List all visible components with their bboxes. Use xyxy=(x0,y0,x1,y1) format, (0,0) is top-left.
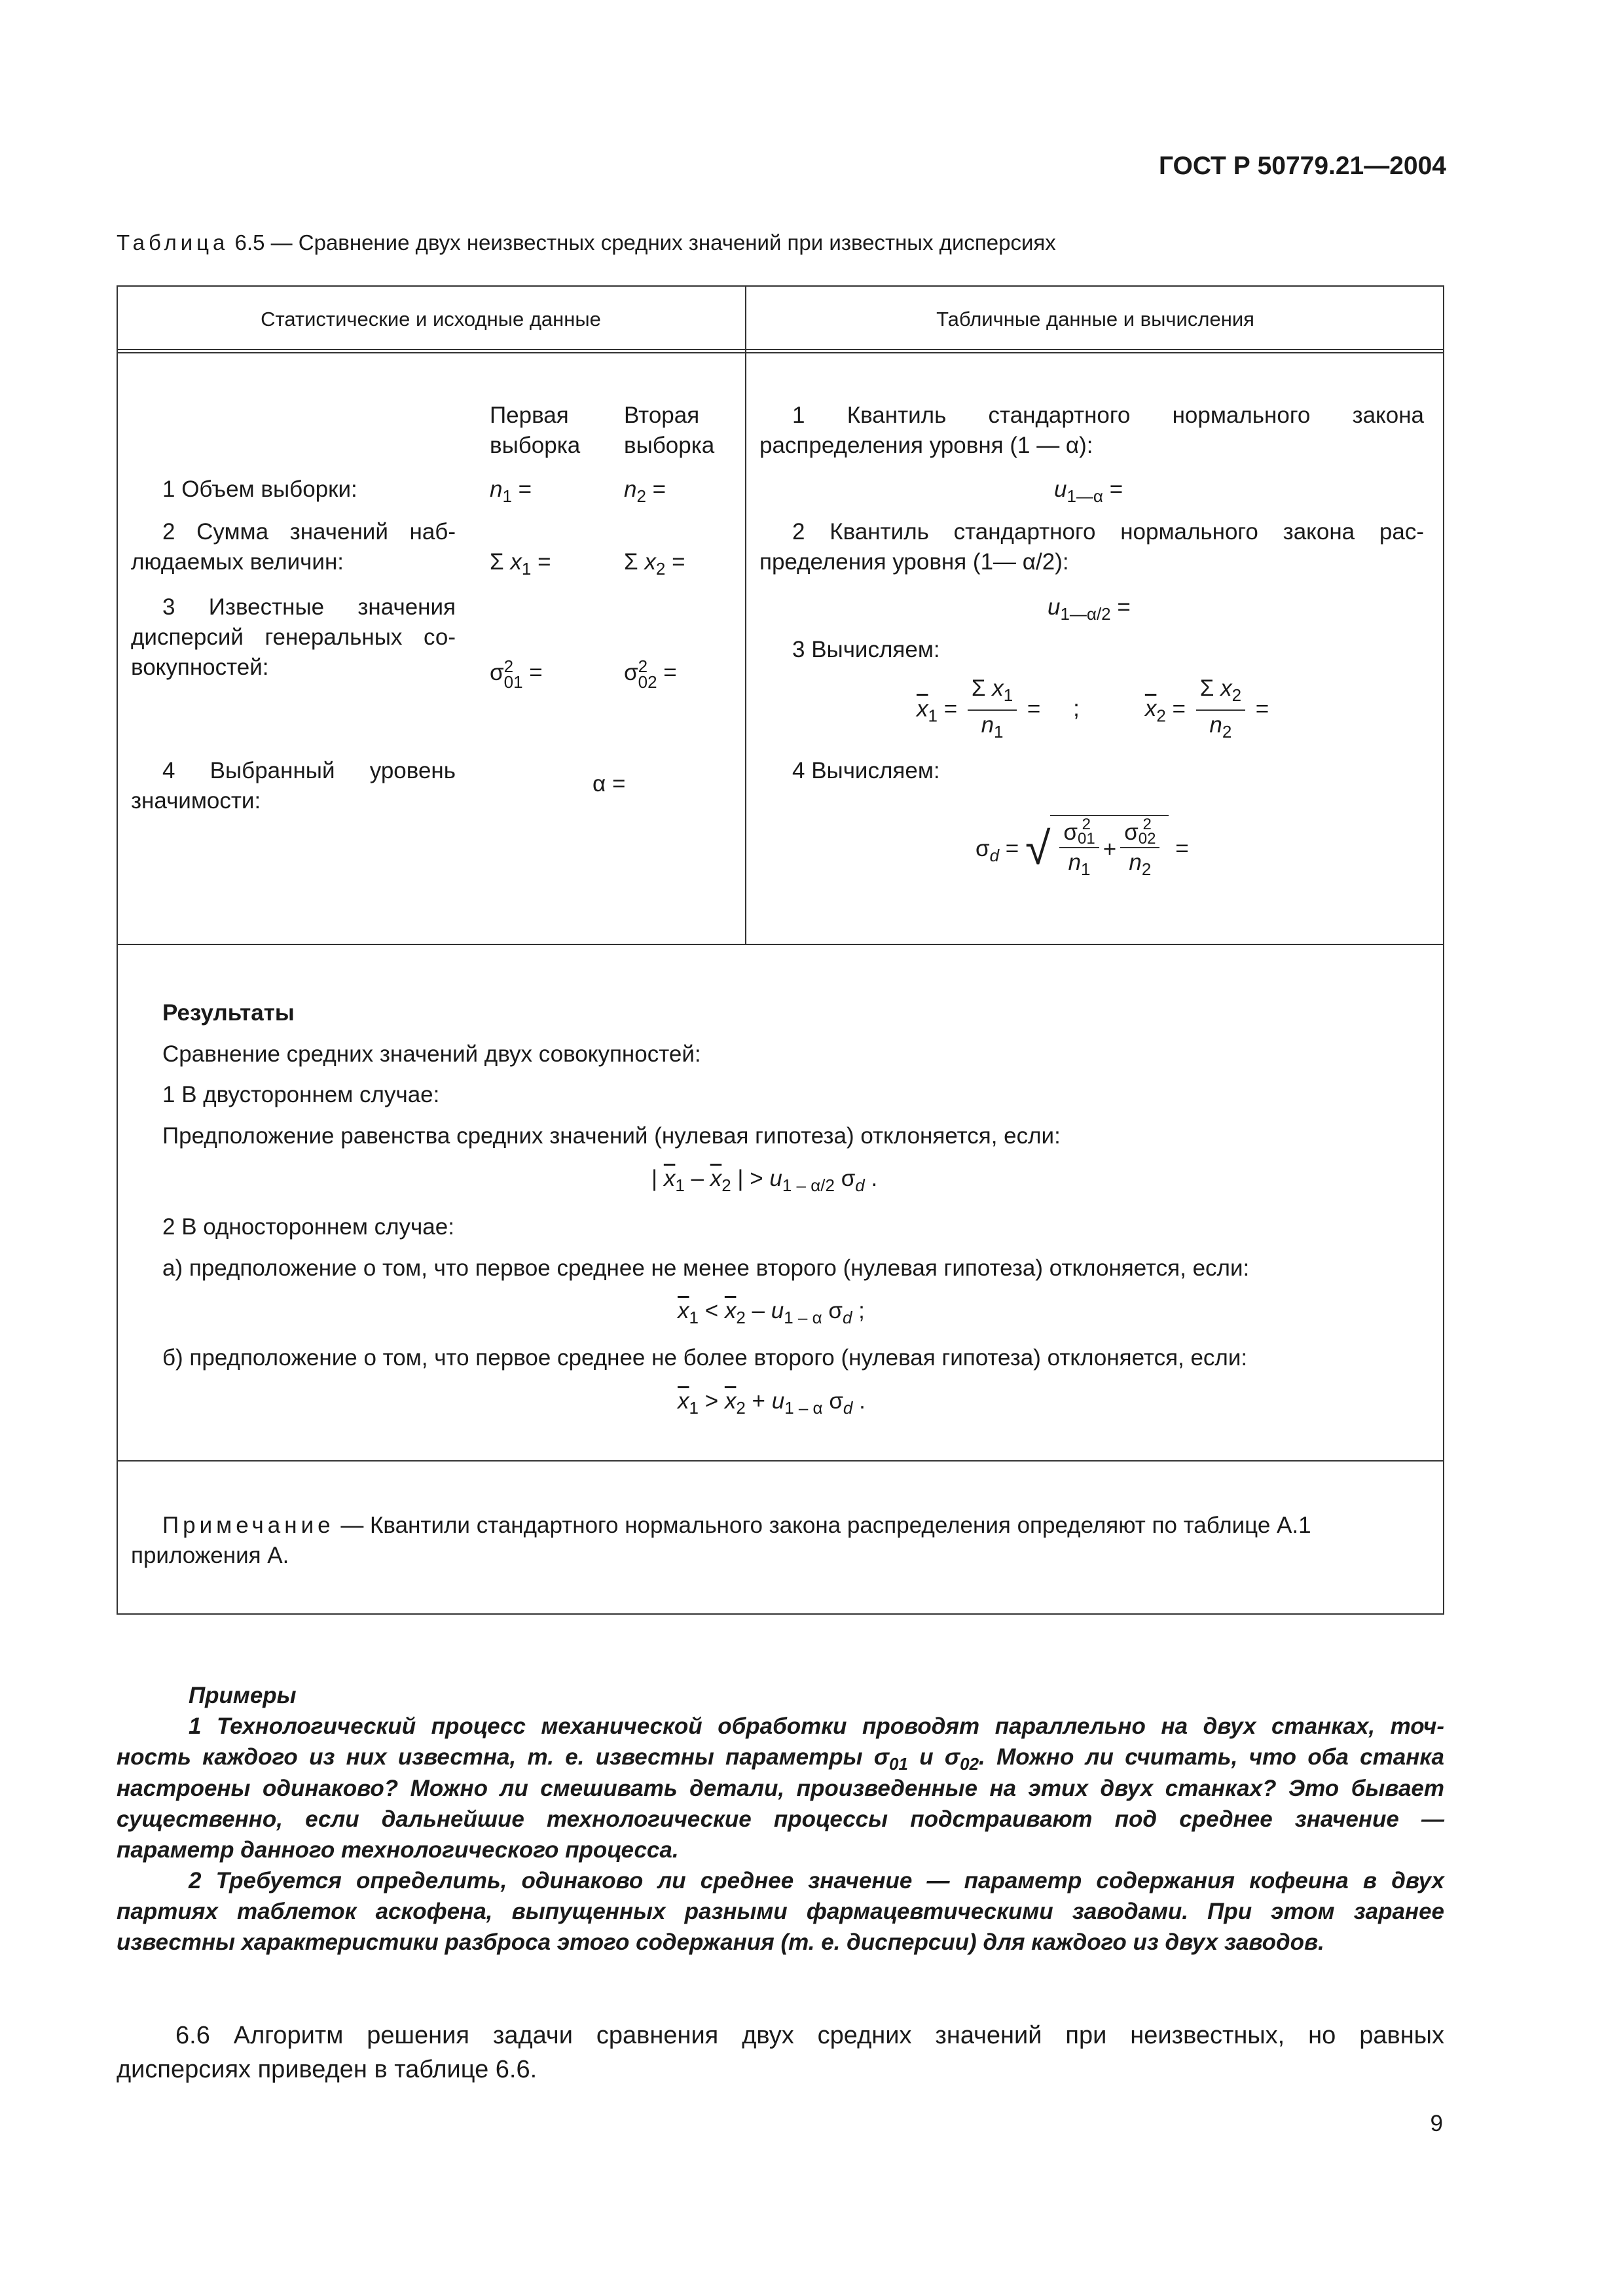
n2-symbol: n xyxy=(624,476,637,502)
n1-sub: 1 xyxy=(502,486,512,506)
u-symbol: u xyxy=(1048,594,1061,620)
note-label: Примечание xyxy=(162,1513,335,1538)
row4-label-l1: 4 Выбранный уровень xyxy=(162,758,456,783)
row1-value2: $n_2$ = xyxy=(624,476,666,506)
item3: 3 Вычисляем: xyxy=(792,637,940,662)
item2-l1: 2 Квантиль стандартного нормального закона рас- xyxy=(792,519,1424,545)
page-number: 9 xyxy=(1430,2111,1443,2136)
header-divider-2 xyxy=(117,352,1444,353)
example1-l2b: и σ xyxy=(907,1744,960,1770)
row2-label-l1: 2 Сумма значений наб- xyxy=(162,519,456,545)
one-sided-formula-b: $\overline{x}_1 > \overline{x}_2 + u_{1 - \alpha}$ $\sigma_d$ . xyxy=(678,1388,866,1418)
u1a-value: $u_{1—\alpha}$ = xyxy=(1054,476,1123,506)
one-sided-formula-a: $\overline{x}_1 < \overline{x}_2 - u_{1 - \alpha}$ $\sigma_d$ ; xyxy=(678,1298,865,1327)
row2-value1: Σ $x_1$ = xyxy=(490,549,551,579)
x1-symbol: x xyxy=(510,549,522,575)
item4: 4 Вычисляем: xyxy=(792,758,940,783)
column-divider xyxy=(745,285,746,944)
standard-code: ГОСТ Р 50779.21—2004 xyxy=(1158,152,1446,180)
row2-label-l2: людаемых величин: xyxy=(131,549,344,575)
row3-label-l2: дисперсий генеральных со- xyxy=(131,624,456,650)
example1-l4: существенно, если дальнейшие технологические процессы подстраивают под среднее значение — xyxy=(117,1806,1444,1832)
sample2-header xyxy=(624,401,714,461)
example1-l5: параметр данного технологического процесса. xyxy=(117,1837,679,1863)
sqrt-icon: √ xyxy=(1025,822,1051,874)
example1-l1: 1 Технологический процесс механической обработки проводят параллельно на двух станках, точ- xyxy=(189,1713,1444,1739)
table-caption xyxy=(117,230,1056,255)
example2-l3: известны характеристики разброса этого содержания (т. е. дисперсии) для каждого из двух заводов. xyxy=(117,1929,1324,1955)
sample1-header-l1: Первая xyxy=(490,403,569,428)
results-line2: 1 В двустороннем случае: xyxy=(162,1082,440,1107)
row1-value1: $n_1$ = xyxy=(490,476,532,506)
example1-sub1: 01 xyxy=(888,1754,908,1774)
item2-l2: пределения уровня (1— α/2): xyxy=(759,549,1069,575)
example1-l2a: ность каждого из них известна, т. е. известны параметры σ xyxy=(117,1744,889,1770)
u-symbol: u xyxy=(1054,476,1067,502)
sigma-d-formula: $\sigma_d$ = √ σ 2 01 $n_1$ + σ 2 02 $n_2$ = xyxy=(976,815,1189,885)
example2-l2: партиях таблеток аскофена, выпущенных разными фармацевтическими заводами. При этом заранее xyxy=(117,1899,1444,1924)
sample2-header-l1: Вторая xyxy=(624,403,700,428)
examples-title: Примеры xyxy=(189,1683,297,1708)
results-line3: Предположение равенства средних значений (нулевая гипотеза) отклоняется, если: xyxy=(162,1123,1061,1149)
col-right-header: Табличные данные и вычисления xyxy=(936,308,1254,331)
row4-label-l2: значимости: xyxy=(131,788,261,814)
note-text-l1: — Квантили стандартного нормального закона распределения определяют по таблице А.1 xyxy=(334,1513,1311,1538)
paragraph-l2: дисперсиях приведен в таблице 6.6. xyxy=(117,2056,538,2083)
row1-label: 1 Объем выборки: xyxy=(162,476,357,502)
results-line5: а) предположение о том, что первое среднее не менее второго (нулевая гипотеза) отклоняется, если: xyxy=(162,1255,1250,1281)
row3-value2: σ 2 02 = xyxy=(624,656,677,692)
results-line1: Сравнение средних значений двух совокупностей: xyxy=(162,1041,701,1067)
u1a2-sub: 1—α/2 xyxy=(1060,604,1111,624)
sum-icon: Σ xyxy=(624,549,638,575)
results-line4: 2 В одностороннем случае: xyxy=(162,1214,454,1240)
x1-sub: 1 xyxy=(521,559,532,579)
note-text-l2: приложения А. xyxy=(131,1543,289,1568)
sample1-header xyxy=(490,401,580,461)
item1-l2: распределения уровня (1 — α): xyxy=(759,433,1093,458)
example1-l3: настроены одинаково? Можно ли смешивать детали, произведенные на этих двух станках? Это бывает xyxy=(117,1776,1444,1801)
sum-icon: Σ xyxy=(490,549,504,575)
sample1-header-l2: выборка xyxy=(490,433,581,458)
row3-value1: σ 2 01 = xyxy=(490,656,543,692)
example2-l1: 2 Требуется определить, одинаково ли среднее значение — параметр содержания кофеина в двух xyxy=(189,1868,1444,1893)
results-divider xyxy=(117,944,1444,945)
mean-formula: $\overline{x}_1$ = $\frac{\Sigma x_1}{n_1}$ = ; $\overline{x}_2$ = $\frac{\Sigma x_2}{n_2}$ = xyxy=(917,675,1269,742)
row3-label-l3: вокупностей: xyxy=(131,655,269,680)
n1-symbol: n xyxy=(490,476,503,502)
col-left-header: Статистические и исходные данные xyxy=(261,308,601,331)
sample2-header-l2: выборка xyxy=(624,433,715,458)
item1-l1: 1 Квантиль стандартного нормального закона xyxy=(792,403,1424,428)
row3-label-l1: 3 Известные значения xyxy=(162,594,456,620)
paragraph-l1: 6.6 Алгоритм решения задачи сравнения двух средних значений при неизвестных, но равных xyxy=(175,2022,1444,2049)
alpha-value: α = xyxy=(593,771,626,797)
sigma02-sub: 02 xyxy=(638,672,657,692)
results-line6: б) предположение о том, что первое среднее не более второго (нулевая гипотеза) отклоняется, если: xyxy=(162,1345,1248,1371)
example1-l2c: . Можно ли считать, что оба станка xyxy=(979,1744,1445,1770)
example1-sub2: 02 xyxy=(960,1754,979,1774)
row2-value2: Σ $x_2$ = xyxy=(624,549,685,579)
n2-sub: 2 xyxy=(636,486,646,506)
results-title: Результаты xyxy=(162,1000,295,1026)
x2-symbol: x xyxy=(644,549,656,575)
two-sided-formula: | $\overline{x}_1 - \overline{x}_2$ | > $u_{1 - \alpha/2}$ $\sigma_d$ . xyxy=(651,1166,878,1195)
table-caption-label: Таблица xyxy=(117,230,229,255)
u1a-sub: 1—α xyxy=(1067,486,1103,506)
header-divider-1 xyxy=(117,349,1444,350)
note-divider xyxy=(117,1460,1444,1462)
x2-sub: 2 xyxy=(655,559,666,579)
note-line1 xyxy=(162,1511,1311,1541)
u1a2-value: $u_{1—\alpha/2}$ = xyxy=(1048,594,1131,624)
table-caption-text: 6.5 — Сравнение двух неизвестных средних значений при известных дисперсиях xyxy=(228,230,1056,255)
sigma01-sub: 01 xyxy=(503,672,523,692)
